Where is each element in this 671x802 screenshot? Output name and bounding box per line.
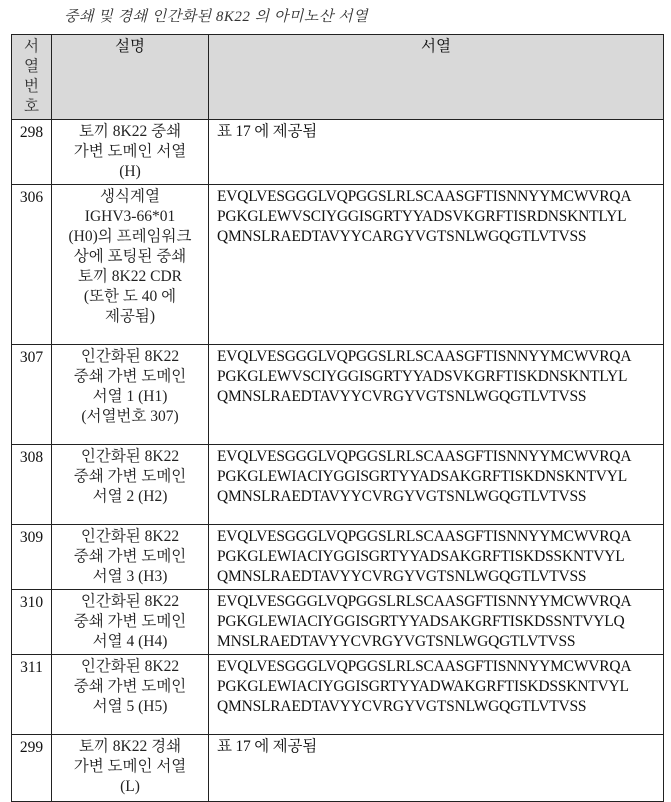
description-line: 서열 3 (H3) — [56, 567, 204, 587]
description-cell — [52, 120, 209, 185]
description-line: 가변 도메인 서열 — [56, 142, 204, 162]
seq-id: 308 — [12, 445, 52, 525]
description-line: 토끼 8K22 경쇄 — [56, 737, 204, 757]
description-cell — [52, 525, 209, 590]
sequence-cell — [209, 655, 664, 735]
description-line: 서열 4 (H4) — [56, 632, 204, 652]
table-row — [12, 735, 664, 802]
table-row — [12, 345, 664, 445]
header-char: 서 — [16, 37, 47, 57]
description-line: 인간화된 8K22 — [56, 347, 204, 367]
description-line: 토끼 8K22 중쇄 — [56, 122, 204, 142]
sequence-cell — [209, 525, 664, 590]
sequence-line: QMNSLRAEDTAVYYCVRGYVGTSNLWGQGTLVTVSS — [217, 387, 659, 407]
description-cell — [52, 590, 209, 655]
sequence-line: PGKGLEWIACIYGGISGRTYYADSAKGRFTISKDSSKNTVYL — [217, 547, 659, 567]
description-line: 토끼 8K22 CDR — [56, 267, 204, 287]
seq-id: 311 — [12, 655, 52, 735]
header-description: 설명 — [52, 35, 209, 120]
seq-id: 309 — [12, 525, 52, 590]
sequence-table — [11, 34, 664, 802]
description-line: 인간화된 8K22 — [56, 447, 204, 467]
sequence-line: QMNSLRAEDTAVYYCVRGYVGTSNLWGQGTLVTVSS — [217, 487, 659, 507]
description-line: 중쇄 가변 도메인 — [56, 677, 204, 697]
header-sequence: 서열 — [209, 35, 664, 120]
header-row — [12, 35, 664, 120]
sequence-line: QMNSLRAEDTAVYYCVRGYVGTSNLWGQGTLVTVSS — [217, 567, 659, 587]
sequence-line: PGKGLEWVSCIYGGISGRTYYADSVKGRFTISRDNSKNTLYL — [217, 207, 659, 227]
table-row — [12, 655, 664, 735]
sequence-line: PGKGLEWIACIYGGISGRTYYADWAKGRFTISKDSSKNTVYL — [217, 677, 659, 697]
description-cell — [52, 185, 209, 345]
table-row — [12, 185, 664, 345]
sequence-cell — [209, 120, 664, 185]
seq-id: 299 — [12, 735, 52, 802]
sequence-cell — [209, 185, 664, 345]
sequence-line: PGKGLEWIACIYGGISGRTYYADSAKGRFTISKDNSKNTVYL — [217, 467, 659, 487]
description-line: (H0)의 프레임워크 — [56, 227, 204, 247]
header-char: 번 — [16, 77, 47, 97]
description-line: 서열 5 (H5) — [56, 697, 204, 717]
sequence-cell — [209, 445, 664, 525]
sequence-cell — [209, 735, 664, 802]
seq-id: 306 — [12, 185, 52, 345]
sequence-line: EVQLVESGGGLVQPGGSLRLSCAASGFTISNNYYMCWVRQA — [217, 347, 659, 367]
table-row — [12, 120, 664, 185]
table-row — [12, 590, 664, 655]
header-char: 호 — [16, 97, 47, 117]
description-line: (L) — [56, 777, 204, 797]
table-caption: 중쇄 및 경쇄 인간화된 8K22 의 아미노산 서열 — [64, 5, 368, 26]
sequence-cell — [209, 345, 664, 445]
description-cell — [52, 445, 209, 525]
sequence-line: MNSLRAEDTAVYYCVRGYVGTSNLWGQGTLVTVSS — [217, 632, 659, 652]
seq-id: 307 — [12, 345, 52, 445]
sequence-line: EVQLVESGGGLVQPGGSLRLSCAASGFTISNNYYMCWVRQA — [217, 527, 659, 547]
description-line: 생식계열 — [56, 187, 204, 207]
seq-id: 310 — [12, 590, 52, 655]
sequence-line: EVQLVESGGGLVQPGGSLRLSCAASGFTISNNYYMCWVRQA — [217, 592, 659, 612]
description-cell — [52, 735, 209, 802]
description-cell — [52, 345, 209, 445]
description-line: 인간화된 8K22 — [56, 527, 204, 547]
sequence-line: QMNSLRAEDTAVYYCVRGYVGTSNLWGQGTLVTVSS — [217, 697, 659, 717]
sequence-line: 표 17 에 제공됨 — [217, 122, 659, 142]
description-line: 중쇄 가변 도메인 — [56, 367, 204, 387]
table-row — [12, 445, 664, 525]
description-line: 상에 포팅된 중쇄 — [56, 247, 204, 267]
description-line: IGHV3-66*01 — [56, 207, 204, 227]
description-line: (또한 도 40 에 — [56, 287, 204, 307]
header-char: 열 — [16, 57, 47, 77]
sequence-line: EVQLVESGGGLVQPGGSLRLSCAASGFTISNNYYMCWVRQA — [217, 447, 659, 467]
description-line: 인간화된 8K22 — [56, 592, 204, 612]
sequence-line: EVQLVESGGGLVQPGGSLRLSCAASGFTISNNYYMCWVRQA — [217, 187, 659, 207]
description-line: 중쇄 가변 도메인 — [56, 467, 204, 487]
description-line: 인간화된 8K22 — [56, 657, 204, 677]
description-line: 가변 도메인 서열 — [56, 757, 204, 777]
header-seq-no — [12, 35, 52, 120]
description-line: 서열 1 (H1) — [56, 387, 204, 407]
description-line: 서열 2 (H2) — [56, 487, 204, 507]
description-line: (서열번호 307) — [56, 407, 204, 427]
sequence-line: PGKGLEWVSCIYGGISGRTYYADSVKGRFTISKDNSKNTLYL — [217, 367, 659, 387]
sequence-line: 표 17 에 제공됨 — [217, 737, 659, 757]
sequence-line: QMNSLRAEDTAVYYCARGYVGTSNLWGQGTLVTVSS — [217, 227, 659, 247]
seq-id: 298 — [12, 120, 52, 185]
description-line: 중쇄 가변 도메인 — [56, 612, 204, 632]
sequence-cell — [209, 590, 664, 655]
description-line: 제공됨) — [56, 307, 204, 327]
table-row — [12, 525, 664, 590]
description-line: (H) — [56, 162, 204, 182]
description-cell — [52, 655, 209, 735]
sequence-line: EVQLVESGGGLVQPGGSLRLSCAASGFTISNNYYMCWVRQA — [217, 657, 659, 677]
description-line: 중쇄 가변 도메인 — [56, 547, 204, 567]
sequence-line: PGKGLEWIACIYGGISGRTYYADSAKGRFTISKDSSNTVYLQ — [217, 612, 659, 632]
